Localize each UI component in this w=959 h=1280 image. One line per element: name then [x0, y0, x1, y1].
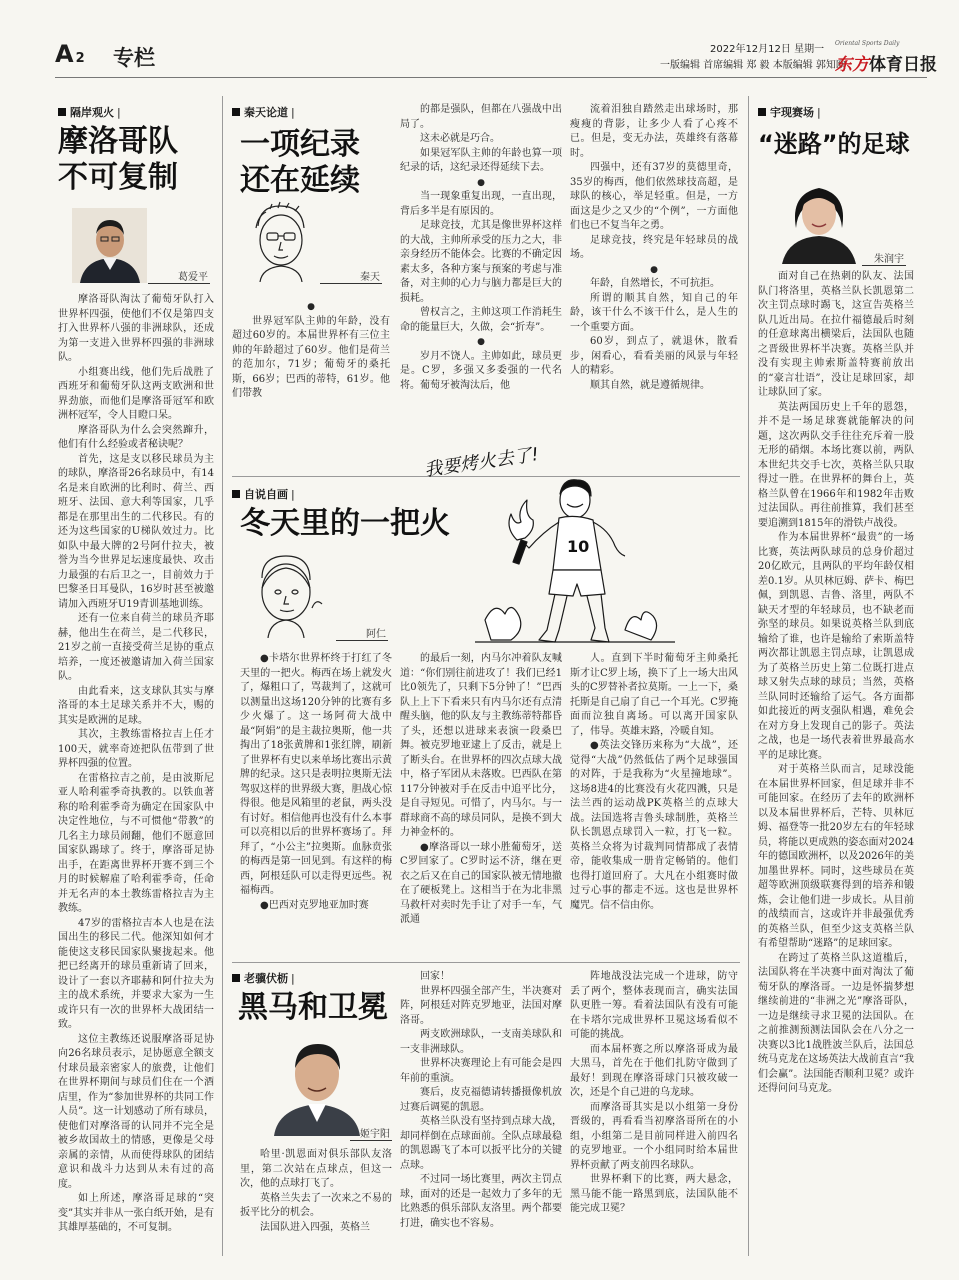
- article-paragraph: 曾权言之，主帅这项工作消耗生命的能量巨大，久做，会“折寿”。: [400, 307, 562, 333]
- article-paragraph: 其次，主教练雷格拉吉上任才100天，就率奇迹把队伍带到了世界杯四强的位置。: [58, 729, 214, 769]
- article-body: [570, 970, 738, 1270]
- masthead-red: 东方: [835, 55, 869, 75]
- article-paragraph: 阵地战没法完成一个进球，防守丢了两个，整体表现而言，确实法国队更胜一筹。看着法国队有没有可能在卡塔尔完成世界杯卫冕这场看似不可能的挑战。: [570, 971, 738, 1040]
- article-paragraph: 而摩洛哥其实是以小组第一身份晋级的，再看看当初摩洛哥所在的小组，小组第二是目前同样进入前四名的克罗地亚。一个小组同时给本届世界杯贡献了两支前四名球队。: [570, 1101, 738, 1171]
- article-paragraph: 足球竞技，尤其是像世界杯这样的大战，主帅所承受的压力之大，非亲身经历不能体会。比赛的不确定因素太多，各种方案与预案的考虑与准备，对主帅的心力与脑力都是巨大的损耗。: [400, 220, 562, 304]
- article-paragraph: 顺其自然，就是遵循规律。: [590, 379, 710, 391]
- column-divider: [748, 96, 749, 1256]
- article-paragraph: 在跨过了英格兰队这道槛后，法国队将在半决赛中面对淘汰了葡萄牙队的摩洛哥。一边是怀揣梦想继续前进的“非洲之光”摩洛哥队，一边是继续寻求卫冕的法国队。在之前推测预测法国队会在八分之一决赛以3比1战胜波兰队后，法国总统马克龙在这场英法大战前直言“我们会赢”。法国能否顺利卫冕？或许还得问问马克龙。: [758, 952, 914, 1094]
- cartoon-caption: 我要烤火去了!: [423, 444, 541, 481]
- article-paragraph: 四强中，还有37岁的莫德里奇，35岁的梅西，他们依然球技高超，是球队的核心，举足轻重。但是，一方面这是少之又少的“个例”，一方面他们也已不复当年之勇。: [570, 162, 738, 231]
- article-paragraph: 首先，这是支以移民球员为主的球队，摩洛哥26名球员中，有14名是来自欧洲的比利时、荷兰、西班牙、法国、意大利等国家，几乎都是在那里出生的二代移民。有的还为这些国家的U梯队效过力。比如队中最大牌的2号阿什拉夫，被誉为当今世界足坛速度最快、攻击力最强的右后卫之一，目前效力于巴黎圣日耳曼队，16岁时甚至被邀请加入西班牙U19青训基地训练。: [58, 453, 214, 610]
- article-paragraph: ●: [650, 264, 658, 275]
- article-paragraph: 而本届杯赛之所以摩洛哥成为最大黑马，首先在于他们扎防守做到了最好！到现在摩洛哥球门只被攻破一次，还是个自己进的乌龙球。: [570, 1043, 738, 1098]
- page-header: [55, 38, 937, 78]
- article-body: [240, 1148, 392, 1270]
- article-paragraph: ●: [477, 177, 485, 188]
- masthead-english: Oriental Sports Daily: [835, 40, 900, 47]
- article-paragraph: 作为本届世界杯“最贵”的一场比赛，英法两队球员的总身价超过20亿欧元，且两队的平均年龄仅相差0.1岁。从贝林厄姆、萨卡、梅巴佩，到凯恩、吉鲁、洛里，两队不缺天才型的年轻球员，也不缺老而弥坚的球员。如果说英格兰队到底输给了谁，也许是输给了索斯盖特两次都让凯恩主罚点球，让凯恩成为了英格兰历史上第二位既打进点球又射失点球的球员；当然，英格兰队同时还输给了运气。各方面都如此接近的两支强队相遇，难免会在对方身上发现自己的影子。英法之战，也是一场代表着世界最高水平的足球比赛。: [758, 532, 914, 761]
- article-paragraph: 岁月不饶人。主帅如此，球员更是。C罗，多强又多委强的一代名将。葡萄牙被淘汰后，他: [400, 350, 562, 391]
- article-paragraph: 英格兰队没有坚持到点球大战，却同样倒在点球面前。全队点球最稳的凯恩踢飞了本可以扳平比分的关键点球。: [400, 1116, 562, 1171]
- article-body: [240, 652, 392, 956]
- column-tag: 老骥伏枥 |: [232, 970, 295, 986]
- article-paragraph: 流着泪独自踏然走出球场时，那瘦瘦的背影，让多少人看了心疼不已。但是，变无办法，英雄终有落幕时。: [570, 104, 738, 159]
- column-tag: 宇现赛场 |: [758, 104, 821, 120]
- square-bullet-icon: [232, 108, 240, 116]
- section-name: 专栏: [113, 46, 155, 70]
- author-photo-icon: [262, 1030, 372, 1136]
- article-paragraph: ●英法交锋历来称为“大战”，还觉得“大战”仍然低估了两个足球强国的对阵，于是我称为“火星撞地球”。这场8进4的比赛没有火花四溅，只是法兰西的运动战PK英格兰的点球大战。法国选将吉鲁头球制胜，英格兰队长凯恩点球罚入一粒，打飞一粒。英格兰众将为讨裁判同情都成了表情帝，能收集成一册肯定畅销的。他们也得打道回府了。大凡在小组赛时做过亏心事的都走不远。这也是世界杯魔咒。信不信由你。: [570, 740, 738, 911]
- masthead-logo: [835, 40, 937, 76]
- author-caricature-icon: [240, 200, 320, 282]
- author-photo-icon: [776, 174, 862, 264]
- article-paragraph: 对于英格兰队而言，足球没能在本届世界杯回家，但足球并非不可能回家。在经历了去年的欧洲杯以及本届世界杯后，芒特、贝林厄姆、福登等一批20岁左右的年轻球员，将能以更成熟的姿态面对2024年的德国欧洲杯，以及2026年的美加墨世界杯。同时，这些球员在英超等欧洲顶级联赛得到的培养和锻炼，会让他们进一步成长。从目前的战绩而言，这或许并非最强优秀的英格兰队，但至少这支英格兰队有希望帮助“迷路”的足球回家。: [758, 764, 914, 949]
- issue-date: 2022年12月12日 星期一: [710, 44, 825, 55]
- article-title: “迷路”的足球: [758, 130, 910, 158]
- article-paragraph: 在雷格拉吉之前，是由波斯尼亚人哈利霍季奇执教的。以铁血著称的哈利霍季奇为确定在国家队中决定性地位，与不可惯他“带教”的几名主力球员闹翻，他们不愿意回国家队踢球了。终于，摩洛哥足协出手，在距离世界杯开赛不到三个月的时候解雇了哈利霍季奇，任命并无名声的本土教练雷格拉吉为主教练。: [58, 772, 214, 914]
- article-paragraph: 摩洛哥队为什么会突然蹿升，他们有什么经验或者秘诀呢？: [58, 424, 214, 450]
- article-title: 黑马和卫冕: [238, 990, 388, 1025]
- article-paragraph: 如上所述，摩洛哥足球的“突变”其实并非从一张白纸开始，是有其雄厚基础的，不可复制。: [58, 1193, 214, 1233]
- article-paragraph: 60岁，到点了，就退休，散看步，闲看心，看看美丽的风景与年轻人的精彩。: [570, 336, 738, 376]
- article-paragraph: 两支欧洲球队，一支南美球队和一支非洲球队。: [400, 1029, 562, 1055]
- article-paragraph: 当一现象重复出现，一直出现，背后多半是有原因的。: [400, 191, 562, 217]
- article-body: [400, 970, 562, 1270]
- article-body: [232, 300, 390, 470]
- article-paragraph: 不过同一场比赛里，两次主罚点球，面对的还是一起效力了多年的无比熟悉的俱乐部队友洛里。两个都要打进，确实也不容易。: [400, 1174, 562, 1229]
- article-paragraph: 英格兰失去了一次来之不易的扳平比分的机会。: [240, 1192, 392, 1218]
- article-paragraph: 世界杯决赛理论上有可能会是四年前的重演。: [400, 1058, 562, 1084]
- masthead-black: 体育日报: [869, 55, 937, 75]
- article-paragraph: ●: [307, 302, 315, 312]
- article-paragraph: ●卡塔尔世界杯终于打红了冬天里的一把火。梅西在场上就发火了，爆粗口了，骂裁判了，这就可以测量出这场120分钟的比赛有多少火爆了。这一场阿荷大战中最“阿娟”的是主裁拉奥斯，他一共掏出了18张黄牌和1张红牌，刷新了世界杯有史以来单场比赛出示黄牌的纪录。这只是表明拉奥斯无法驾驭这样的世界级大赛，胆战心惊得很。他是风箱里的老鼠，两头没有讨好。相信他再也没有什么本事可以亮相以后的世界杯赛场了。拜拜了，“小公主”拉奥斯。血脉贲张的梅西是第一回见到。有这样的梅西，阿根廷队可以走得更远些。祝福梅西。: [240, 653, 392, 896]
- article-body: [400, 103, 562, 470]
- square-bullet-icon: [232, 974, 240, 982]
- article-paragraph: 面对自己在热刺的队友、法国队门将洛里，英格兰队长凯恩第二次主罚点球时踢飞，这宣告英格兰队几近出局。在拉什福德最后时刻的任意球离出横梁后，法国队也随之晋级世界杯半决赛。英格兰队并没有实现主帅索斯盖特赛前放出的“豪言壮语”，没让足球回家，却让球队回了家。: [758, 271, 914, 398]
- column-divider: [222, 96, 223, 1256]
- square-bullet-icon: [232, 490, 240, 498]
- article-body: [570, 652, 738, 956]
- article-paragraph: 这未必就是巧合。: [420, 133, 500, 144]
- article-paragraph: 由此看来，这支球队其实与摩洛哥的本土足球关系并不大，赐的其实是欧洲的足球。: [58, 685, 214, 726]
- article-title: 冬天里的一把火: [240, 506, 450, 541]
- article-body: [570, 103, 738, 470]
- square-bullet-icon: [758, 108, 766, 116]
- editor-credits: 一版编辑 首席编辑 郑 毅 本版编辑 郭知欧: [660, 60, 846, 71]
- author-caricature-icon: [240, 548, 330, 638]
- article-paragraph: 年龄，自然增长，不可抗拒。: [590, 278, 720, 289]
- article-paragraph: 摩洛哥队淘汰了葡萄牙队打入世界杯四强，使他们不仅是第四支打入世界杯八强的非洲球队，还成为第一支进入世界杯四强的非洲球队。: [58, 294, 214, 363]
- article-paragraph: 47岁的雷格拉吉本人也是在法国出生的移民二代。他深知如何才能使这支移民国家队聚拢起来。他把已经离开的球员重新请了回来，设计了一套以齐耶赫和阿什拉夫为主的战术系统，并要求大家为一生或许只有一次的世界杯大战团结一致。: [58, 917, 214, 1030]
- article-paragraph: 法国队进入四强，英格兰: [260, 1221, 370, 1233]
- author-byline: 葛爱平: [148, 268, 210, 284]
- square-bullet-icon: [58, 108, 66, 116]
- author-photo-icon: [72, 208, 147, 283]
- column-tag: 隔岸观火 |: [58, 104, 121, 120]
- article-paragraph: 的最后一刻，内马尔冲着队友喊道：“你们别往前进攻了！我们已经1比0领先了，只剩下5分钟了！”巴西队上上下下看来只有内马尔还有点清醒头脑，他的队友与主教练蒂特都昏了头，还想以进球来表演一段桑巴舞。被克罗地亚逮上了反击，就是上了断头台。在世界杯的四次点球大战中，格子军团从未落败。巴西队在第117分钟被对手在反击中追平比分，是自寻短见。可惜了，内马尔。与一群球商不高的球员同队，是换不到大力神金杯的。: [400, 653, 562, 838]
- article-body: [58, 293, 214, 1268]
- section-divider: [232, 962, 740, 963]
- article-paragraph: 足球竞技，终究是年轻球员的战场。: [570, 234, 738, 260]
- article-paragraph: 还有一位来自荷兰的球员齐耶赫，他出生在荷兰，是二代移民，21岁之前一直接受荷兰足协的重点培养，一度还被邀请加入荷兰国家队。: [58, 613, 214, 682]
- article-paragraph: 赛后，皮克福德请转播摄像机放过赛后调冕的凯恩。: [400, 1087, 562, 1113]
- author-byline: 阿仁: [336, 625, 388, 641]
- article-paragraph: 世界杯剩下的比赛，两大悬念，黑马能不能一路黑到底，法国队能不能完成卫冕？: [570, 1174, 738, 1214]
- article-title: 摩洛哥队 不可复制: [58, 124, 178, 195]
- article-paragraph: 回家！: [420, 971, 450, 982]
- article-paragraph: 世界杯四强全部产生，半决赛对阵，阿根廷对阵克罗地亚，法国对摩洛哥。: [400, 985, 562, 1026]
- article-paragraph: 如果冠军队主帅的年龄也算一项纪录的话，这纪录还得延续下去。: [400, 147, 562, 173]
- svg-text:10: 10: [567, 537, 590, 556]
- author-byline: 秦天: [320, 268, 382, 284]
- column-tag: 自说自画 |: [232, 486, 295, 502]
- article-paragraph: 英法两国历史上千年的恩怨，并不是一场足球赛就能解决的问题，这次两队交手往往充斥着一股无形的硝烟。本场比赛以前，两队本世纪共交手七次，英格兰队只取得过一胜。在世界杯的舞台上，英格兰队曾在1966年和1982年击败过法国队。再往前推算，我们甚至要追溯到1815年的滑铁卢战役。: [758, 401, 914, 529]
- page-number: A2: [55, 40, 86, 68]
- article-paragraph: 的都是强队，但都在八强战中出局了。: [400, 104, 562, 130]
- article-paragraph: 世界冠军队主帅的年龄，没有超过60岁的。本届世界杯有三位主帅的年龄超过了60岁。他们是荷兰的范加尔，71岁；葡萄牙的桑托斯，66岁；巴西的蒂特，61岁。他们带教: [232, 315, 390, 399]
- author-byline: 朱润宇: [862, 250, 906, 266]
- article-paragraph: 这位主教练还说服摩洛哥足协向26名球员表示，足协愿意全额支付球员最亲密家人的旅费，让他们在世界杯期间与球员们住在一个酒店里，作为“参加世界杯的共同工作人员”。这一计划感动了所有球员，使他们对摩洛哥的认同并不完全是被乡故国故土的情感，更像是父母亲属的亲情，从而使得球队的团结意识和战斗力达到从未有过的高度。: [58, 1033, 214, 1190]
- article-body: [400, 652, 562, 956]
- article-paragraph: ●: [477, 337, 485, 347]
- article-title: 一项纪录 还在延续: [240, 127, 360, 198]
- article-paragraph: 哈里·凯恩面对俱乐部队友洛里，第二次站在点球点，但这一次，他的点球打飞了。: [240, 1149, 392, 1189]
- article-paragraph: ●巴西对克罗地亚加时赛: [260, 899, 369, 911]
- article-paragraph: ●摩洛哥以一球小胜葡萄牙，送C罗回家了。C罗时运不济，继在更衣之后又在自己的国家队被无情地撤在了硬板凳上。这相当于在为北非黑马救杆对卖时先手让了对手一车，气派通: [400, 841, 562, 925]
- player-torch-cartoon-icon: [455, 470, 695, 648]
- article-paragraph: 小组赛出线，他们先后战胜了西班牙和葡萄牙队这两支欧洲和世界劲旅，而他们是摩洛哥冠军和欧洲杯冠军，令人目瞪口呆。: [58, 366, 214, 421]
- column-tag: 秦天论道 |: [232, 104, 295, 120]
- article-paragraph: 所谓的顺其自然，知自己的年龄，该干什么不该干什么，是人生的一个重要方面。: [570, 292, 738, 333]
- article-body: [758, 270, 914, 1268]
- article-paragraph: 人。直到下半时葡萄牙主帅桑托斯才让C罗上场，换下了上一场大出风头的C罗替补者拉莫斯。一上一下，桑托斯是自己扇了自己一个耳光。C罗掩面而泣独自离场。可以离开国家队了，伟导。英雄末路，冷暖自知。: [570, 653, 738, 737]
- author-byline: 姬宇阳: [350, 1125, 392, 1141]
